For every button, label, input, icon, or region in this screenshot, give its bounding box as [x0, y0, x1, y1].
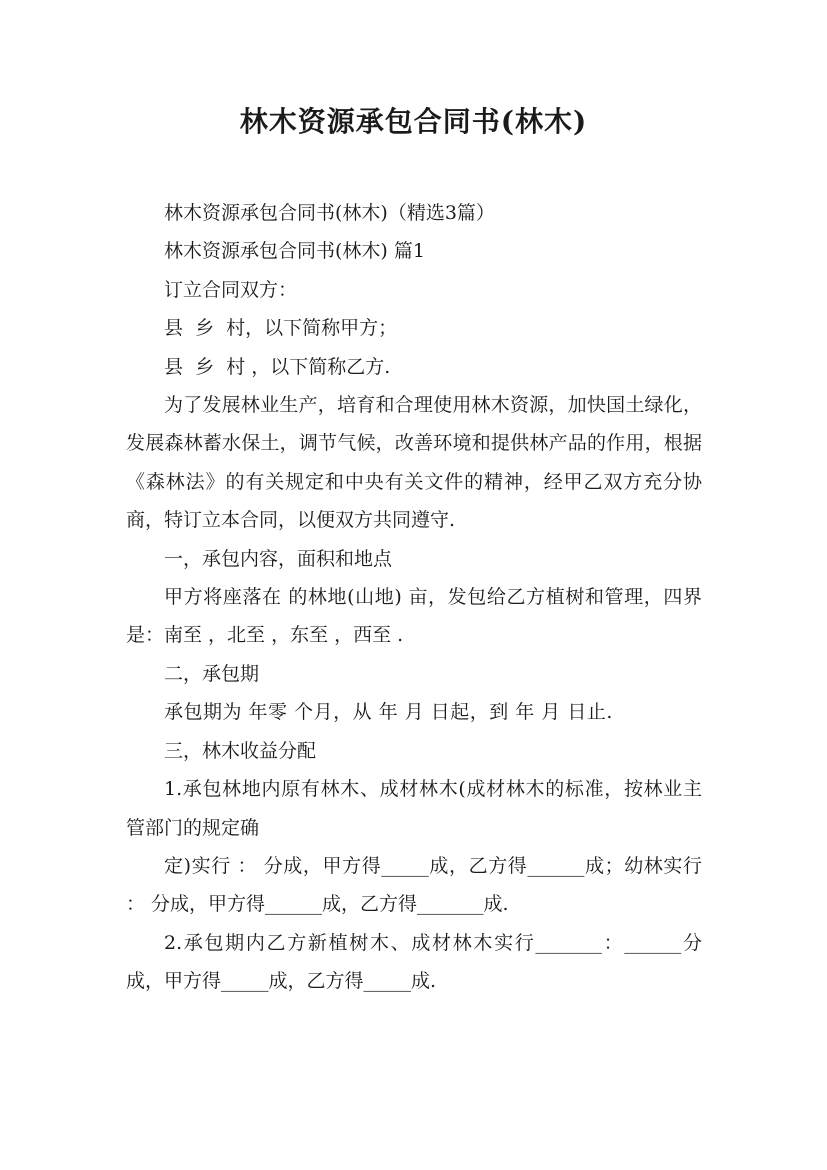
document-body — [126, 194, 702, 1001]
paragraph-clause-3-item-1: 1.承包林地内原有林木、成材林木(成材林木的标准，按林业主管部门的规定确 — [126, 778, 702, 839]
paragraph-clause-3-item-1-cont: 定)实行 ： 分成，甲方得_____成，乙方得______成；幼林实行 ： 分成，甲方得______成，乙方得_______成. — [126, 854, 702, 916]
paragraph-party-a: 县 乡 村，以下简称甲方； — [164, 317, 398, 340]
paragraph-party-b: 县 乡 村 ，以下简称乙方. — [164, 355, 391, 378]
paragraph-clause-2-heading: 二，承包期 — [164, 662, 260, 685]
paragraph-subtitle: 林木资源承包合同书(林木)（精选3篇） — [164, 202, 495, 224]
paragraph-clause-1-body: 甲方将座落在 的林地(山地) 亩，发包给乙方植树和管理，四界是：南至 ，北至 ，东至 ，西至 . — [126, 586, 702, 647]
paragraph-clause-3-heading: 三，林木收益分配 — [164, 739, 317, 762]
document-title: 林木资源承包合同书(林木) — [239, 105, 588, 138]
paragraph-clause-3-item-2: 2.承包期内乙方新植树木、成材林木实行_______：______分成，甲方得_____成，乙方得_____成. — [126, 931, 702, 993]
paragraph-preamble: 为了发展林业生产，培育和合理使用林木资源，加快国土绿化，发展森林蓄水保土，调节气候，改善环境和提供林产品的作用，根据《森林法》的有关规定和中央有关文件的精神，经甲乙双方充分协商，特订立本合同，以便双方共同遵守. — [126, 394, 702, 532]
paragraph-clause-1-heading: 一，承包内容，面积和地点 — [164, 547, 393, 570]
paragraph-section-heading: 林木资源承包合同书(林木) 篇1 — [164, 240, 425, 263]
paragraph-clause-2-body: 承包期为 年零 个月，从 年 月 日起，到 年 月 日止. — [164, 701, 613, 724]
paragraph-parties-heading: 订立合同双方： — [164, 278, 298, 301]
